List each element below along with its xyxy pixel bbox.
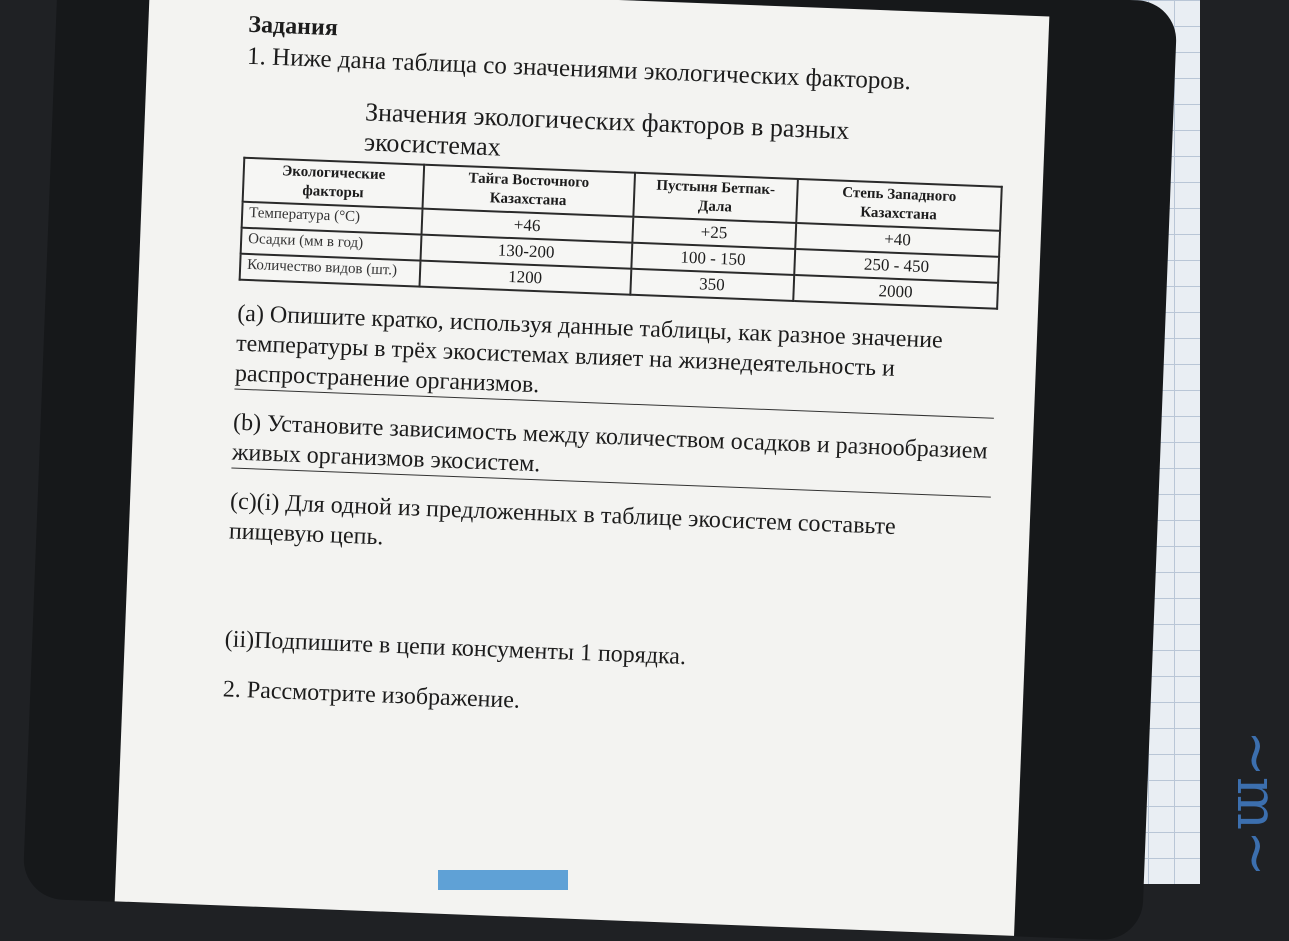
- section-heading: Задания: [247, 11, 339, 42]
- handwriting-scribble: ~m~: [1224, 730, 1289, 877]
- table-cell: +46: [421, 209, 633, 243]
- table-header-cell: Тайга Восточного Казахстана: [422, 165, 634, 217]
- table-header-cell: Экологические факторы: [243, 158, 424, 209]
- table-cell: +25: [632, 217, 796, 249]
- ecology-factors-table: [239, 157, 1003, 310]
- table-cell: 100 - 150: [631, 243, 795, 275]
- row-label: Количество видов (шт.): [240, 254, 421, 287]
- table-caption: Значения экологических факторов в разных экосистемах: [363, 97, 850, 162]
- question-c-i-text: (c)(i) Для одной из предложенных в таблице экосистем составьте пищевую цепь.: [228, 488, 897, 551]
- document-page: [115, 0, 1050, 936]
- row-label: Температура (°C): [242, 202, 423, 235]
- question-b-text: (b) Установите зависимость между количеством осадков и разнообразием живых организмов экосистем.: [231, 408, 993, 498]
- question-b: [231, 408, 993, 498]
- question-a: [234, 299, 997, 419]
- question-c-ii-text: (ii)Подпишите в цепи консументы 1 порядка.: [224, 626, 687, 671]
- question-c-ii: [224, 624, 985, 683]
- table-cell: 2000: [793, 275, 998, 309]
- task-2-text: 2. Рассмотрите изображение.: [222, 676, 521, 714]
- table-cell: 250 - 450: [794, 249, 999, 283]
- question-a-text: (a) Опишите кратко, используя данные таблицы, как разное значение температуры в трёх экосистемах влияет на жизнедеятельность и распространение организмов.: [234, 299, 997, 419]
- table-header-cell: Пустыня Бетпак-Дала: [633, 173, 798, 223]
- image-edge-strip: [438, 870, 568, 890]
- table-cell: +40: [795, 223, 1000, 257]
- row-label: Осадки (мм в год): [241, 228, 422, 261]
- task-1-text: 1. Ниже дана таблица со значениями экологических факторов.: [246, 42, 912, 96]
- table-cell: 130-200: [420, 235, 632, 269]
- table-cell: 350: [630, 269, 794, 301]
- table-header-cell: Степь Западного Казахстана: [796, 179, 1002, 231]
- table-cell: 1200: [419, 261, 631, 295]
- document-content: [222, 12, 1008, 733]
